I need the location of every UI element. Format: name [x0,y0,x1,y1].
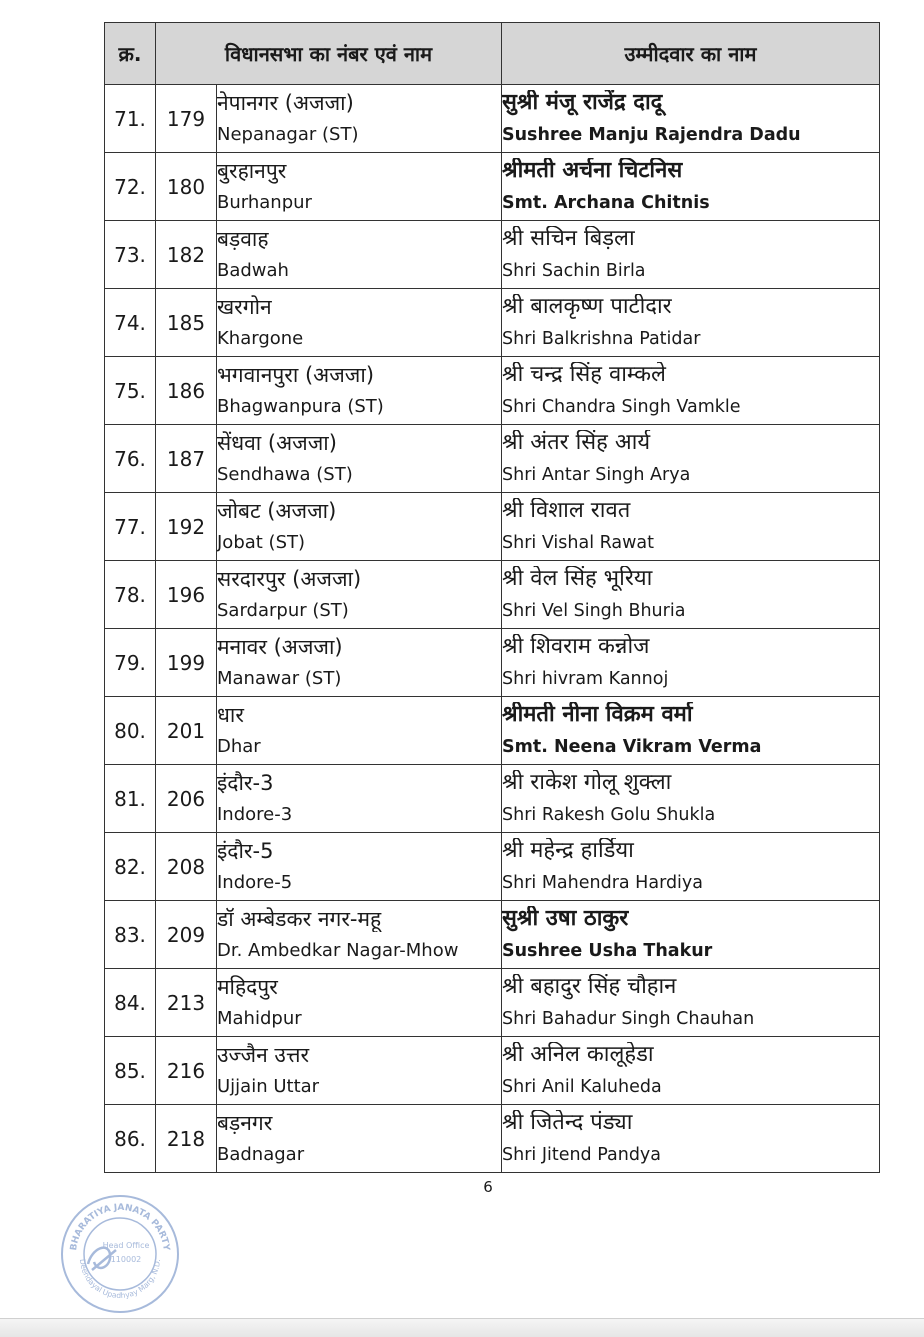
table-row [105,697,880,765]
serial-cell: 74. [105,289,156,357]
table-row [105,357,880,425]
candidate-name-english: Shri Anil Kaluheda [502,1077,662,1097]
constituency-number-cell: 199 [156,629,217,697]
candidate-name-cell [502,493,880,561]
constituency-name-english: Sardarpur (ST) [217,600,349,621]
candidate-name-hindi: श्री शिवराम कन्नोज [502,634,650,659]
serial-cell: 84. [105,969,156,1037]
candidate-name-hindi: श्री बहादुर सिंह चौहान [502,974,677,999]
seal-center-line1: Head Office [102,1241,150,1250]
constituency-name-hindi: सेंधवा (अजजा) [217,431,337,455]
constituency-name-cell [217,425,502,493]
constituency-name-english: Nepanagar (ST) [217,124,359,145]
table-row [105,765,880,833]
candidate-name-hindi: श्री अनिल कालूहेडा [502,1042,654,1067]
constituency-name-cell [217,357,502,425]
constituency-name-hindi: इंदौर-3 [217,771,274,795]
candidate-name-hindi: श्री जितेन्द पंड्या [502,1110,633,1135]
constituency-name-english: Khargone [217,328,304,349]
candidate-name-cell [502,85,880,153]
candidate-name-cell [502,833,880,901]
constituency-name-cell [217,765,502,833]
seal-lower-text: Deendayal Upadhyay Marg, N.D. [77,1258,162,1301]
constituency-name-cell [217,901,502,969]
candidate-name-cell [502,969,880,1037]
table-row [105,561,880,629]
candidate-table [104,22,880,1173]
candidate-name-hindi: श्री चन्द्र सिंह वाम्कले [502,362,666,387]
constituency-name-hindi: खरगोन [217,295,272,319]
seal-inner-ring [84,1218,156,1290]
candidate-name-hindi: श्री महेन्द्र हार्डिया [502,838,634,863]
serial-cell: 82. [105,833,156,901]
constituency-name-cell [217,493,502,561]
serial-cell: 75. [105,357,156,425]
candidate-name-cell [502,1037,880,1105]
constituency-name-hindi: बुरहानपुर [217,159,287,183]
candidate-name-english: Sushree Manju Rajendra Dadu [502,125,801,145]
constituency-name-english: Dhar [217,736,261,757]
candidate-name-cell [502,289,880,357]
constituency-name-english: Jobat (ST) [217,532,306,553]
serial-cell: 81. [105,765,156,833]
candidate-name-hindi: श्री वेल सिंह भूरिया [502,566,653,591]
candidate-name-hindi: श्री राकेश गोलू शुक्ला [502,770,672,795]
header-serial: क्र. [105,23,156,85]
candidate-name-cell [502,629,880,697]
candidate-name-cell [502,561,880,629]
table-row [105,153,880,221]
constituency-name-hindi: उज्जैन उत्तर [217,1043,310,1067]
constituency-name-hindi: मनावर (अजजा) [217,635,343,659]
table-row [105,969,880,1037]
constituency-number-cell: 208 [156,833,217,901]
constituency-name-hindi: इंदौर-5 [217,839,274,863]
serial-cell: 78. [105,561,156,629]
constituency-name-hindi: नेपानगर (अजजा) [217,91,354,115]
constituency-name-english: Manawar (ST) [217,668,342,689]
constituency-name-cell [217,85,502,153]
constituency-number-cell: 179 [156,85,217,153]
constituency-name-hindi: सरदारपुर (अजजा) [217,567,362,591]
constituency-name-english: Badwah [217,260,289,281]
constituency-name-hindi: भगवानपुरा (अजजा) [217,363,375,387]
constituency-number-cell: 206 [156,765,217,833]
serial-cell: 85. [105,1037,156,1105]
constituency-number-cell: 201 [156,697,217,765]
constituency-name-hindi: जोबट (अजजा) [217,499,337,523]
candidate-name-cell [502,1105,880,1173]
table-row [105,1037,880,1105]
candidate-name-english: Shri Jitend Pandya [502,1145,662,1165]
constituency-number-cell: 209 [156,901,217,969]
constituency-number-cell: 187 [156,425,217,493]
candidate-name-english: Smt. Archana Chitnis [502,193,710,213]
constituency-name-cell [217,833,502,901]
constituency-name-cell [217,221,502,289]
candidate-name-english: Shri Vel Singh Bhuria [502,601,686,621]
candidate-name-hindi: सुश्री उषा ठाकुर [502,906,629,931]
candidate-name-hindi: श्रीमती अर्चना चिटनिस [502,158,683,183]
candidate-name-hindi: श्री अंतर सिंह आर्य [502,430,651,455]
table-row [105,221,880,289]
table-row [105,85,880,153]
constituency-name-cell [217,969,502,1037]
candidate-name-english: Shri Bahadur Singh Chauhan [502,1009,755,1029]
constituency-name-english: Sendhawa (ST) [217,464,353,485]
serial-cell: 77. [105,493,156,561]
candidate-name-hindi: श्रीमती नीना विक्रम वर्मा [502,702,693,727]
constituency-name-cell [217,1037,502,1105]
seal-center-line2: 110002 [110,1255,142,1264]
table-row [105,493,880,561]
serial-cell: 80. [105,697,156,765]
constituency-name-english: Dr. Ambedkar Nagar-Mhow [217,940,459,961]
constituency-name-cell [217,289,502,357]
constituency-name-hindi: बड़वाह [217,227,269,251]
serial-cell: 86. [105,1105,156,1173]
candidate-name-cell [502,901,880,969]
serial-cell: 76. [105,425,156,493]
serial-cell: 83. [105,901,156,969]
candidate-name-hindi: श्री विशाल रावत [502,498,631,523]
party-seal [58,1192,182,1316]
candidate-name-english: Sushree Usha Thakur [502,941,713,961]
candidate-name-cell [502,221,880,289]
candidate-name-english: Shri Chandra Singh Vamkle [502,397,741,417]
candidate-name-english: Shri hivram Kannoj [502,669,669,689]
header-candidate: उम्मीदवार का नाम [502,23,880,85]
candidate-name-cell [502,765,880,833]
serial-cell: 73. [105,221,156,289]
serial-cell: 79. [105,629,156,697]
constituency-name-cell [217,629,502,697]
candidate-name-english: Shri Balkrishna Patidar [502,329,701,349]
constituency-name-cell [217,1105,502,1173]
seal-arc-text: BHARATIYA JANATA PARTY [69,1202,171,1252]
page-bottom-edge [0,1318,924,1337]
candidate-name-cell [502,425,880,493]
constituency-name-english: Burhanpur [217,192,312,213]
constituency-name-cell [217,153,502,221]
table-row [105,289,880,357]
constituency-name-cell [217,697,502,765]
serial-cell: 72. [105,153,156,221]
constituency-name-english: Badnagar [217,1144,305,1165]
constituency-number-cell: 186 [156,357,217,425]
candidate-name-hindi: श्री सचिन बिड़ला [502,226,635,251]
constituency-name-english: Indore-5 [217,872,293,893]
header-constituency: विधानसभा का नंबर एवं नाम [156,23,502,85]
candidate-name-cell [502,153,880,221]
table-row [105,1105,880,1173]
constituency-number-cell: 213 [156,969,217,1037]
constituency-name-english: Mahidpur [217,1008,302,1029]
constituency-number-cell: 216 [156,1037,217,1105]
candidate-name-hindi: सुश्री मंजू राजेंद्र दादू [502,90,663,115]
constituency-number-cell: 196 [156,561,217,629]
constituency-number-cell: 185 [156,289,217,357]
constituency-name-english: Ujjain Uttar [217,1076,320,1097]
candidate-name-english: Shri Sachin Birla [502,261,646,281]
constituency-name-hindi: डॉ अम्बेडकर नगर-महू [217,907,382,931]
constituency-number-cell: 182 [156,221,217,289]
constituency-name-hindi: धार [217,703,244,727]
table-header-row [105,23,880,85]
constituency-number-cell: 192 [156,493,217,561]
candidate-name-hindi: श्री बालकृष्ण पाटीदार [502,294,672,319]
constituency-number-cell: 218 [156,1105,217,1173]
constituency-name-hindi: बड़नगर [217,1111,273,1135]
candidate-name-english: Shri Rakesh Golu Shukla [502,805,716,825]
page-number: 6 [483,1178,493,1196]
table-row [105,901,880,969]
candidate-name-cell [502,697,880,765]
constituency-name-cell [217,561,502,629]
table-row [105,833,880,901]
candidate-name-english: Smt. Neena Vikram Verma [502,737,762,757]
table-row [105,425,880,493]
candidate-name-cell [502,357,880,425]
serial-cell: 71. [105,85,156,153]
candidate-name-english: Shri Mahendra Hardiya [502,873,704,893]
table-row [105,629,880,697]
constituency-name-hindi: महिदपुर [217,975,278,999]
constituency-name-english: Bhagwanpura (ST) [217,396,384,417]
constituency-name-english: Indore-3 [217,804,293,825]
candidate-name-english: Shri Vishal Rawat [502,533,655,553]
constituency-number-cell: 180 [156,153,217,221]
candidate-name-english: Shri Antar Singh Arya [502,465,691,485]
